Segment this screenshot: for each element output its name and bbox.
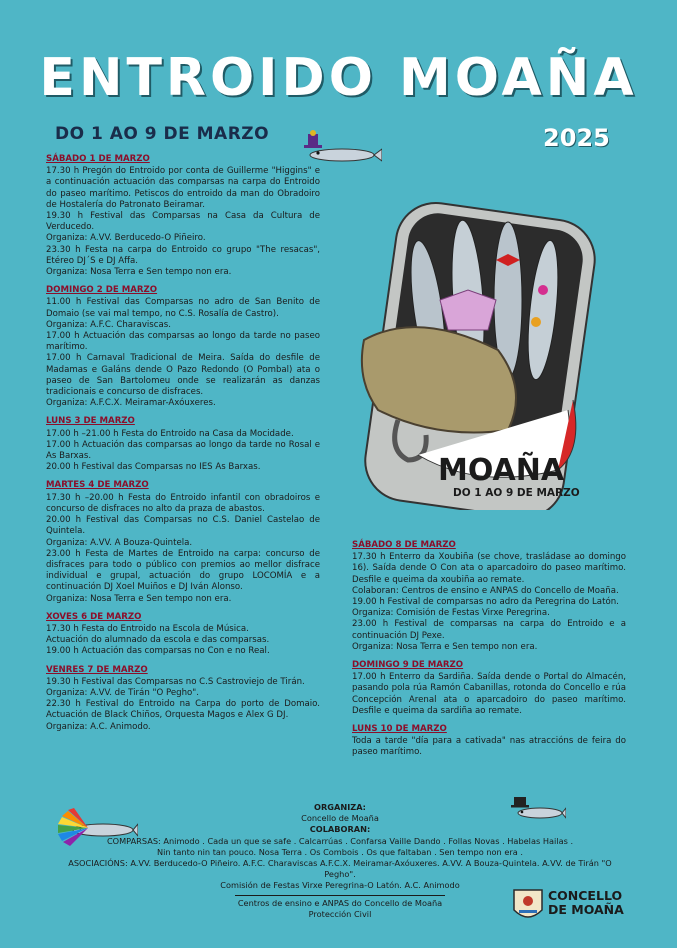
event-line: 17.30 h –20.00 h Festa do Entroido infantil con obradoiros e concurso de disfraces no alto da praza de abastos.: [46, 492, 320, 514]
event-line: 19.30 h Festival das Comparsas na Casa da Cultura de Verducedo.: [46, 211, 320, 233]
event-line: 17.00 h Actuación das comparsas ao longo da tarde no Rosal e As Barxas.: [46, 439, 320, 462]
event-line: Organiza: Nosa Terra e Sen tempo non era.: [46, 267, 232, 278]
event-line: 19.00 h Actuación das comparsas no Con e no Real.: [46, 646, 270, 657]
day-heading: SÁBADO 8 DE MARZO: [352, 540, 456, 550]
logo-line-1: CONCELLO: [548, 888, 623, 903]
day-heading: LUNS 3 DE MARZO: [46, 416, 135, 427]
asociacions-list: ASOCIACIÓNS: A.VV. Berducedo-O Piñeiro. A.F.C. Charaviscas A.F.C.X. Meiramar-Axóuxeres. A.VV. A Bouza-Quintela. A.VV. de Tirán "O Pegho".: [68, 858, 612, 880]
event-line: Actuación do alumnado da escola e das comparsas.: [46, 635, 270, 646]
event-line: 20.00 h Festival das Comparsas no C.S. Daniel Castelao de Quintela.: [46, 515, 320, 537]
event-line: Organiza: A.F.C. Charaviscas.: [46, 319, 171, 330]
day-section: [46, 154, 320, 278]
event-line: 17.00 h Enterro da Sardiña. Saída dende o Portal do Almacén, pasando pola rúa Ramón Cabanillas, rotonda do Concello e rúa Concepción Arenal ata o aparcadoiro do paseo marítimo. Desfile e queima da sardiña ao remate.: [352, 672, 626, 716]
event-line: Organiza: Comisión de Festas Virxe Peregrina.: [352, 608, 550, 619]
centros-line: Centros de ensino e ANPAS do Concello de Moaña: [237, 897, 443, 908]
event-line: Organiza: A.VV. Berducedo-O Piñeiro.: [46, 233, 206, 244]
organiza-label: ORGANIZA:: [314, 802, 366, 812]
day-heading: DOMINGO 2 DE MARZO: [46, 285, 158, 296]
event-line: 23.00 h Festa de Martes de Entroido na carpa: concurso de disfraces para todo o público con premios ao mellor disfrace individual e grupal, actuación do grupo LOCOMÍA e a continuación DJ Xoel Muiños e DJ Iván Alonso.: [46, 548, 320, 593]
day-section: [46, 612, 320, 658]
event-line: 17.00 h Actuación das comparsas ao longo da tarde no paseo marítimo.: [46, 331, 320, 353]
day-section: [352, 660, 626, 717]
event-line: 19.00 h Festival de comparsas no adro da Peregrina do Latón.: [352, 597, 619, 608]
event-line: 11.00 h Festival das Comparsas no adro de San Benito de Domaio (se vai mal tempo, no C.S. Rosalía de Castro).: [46, 297, 320, 319]
day-section: [352, 724, 626, 759]
event-line: Toda a tarde "día para a cativada" nas atraccións de feira do paseo marítimo.: [352, 736, 626, 758]
day-heading: LUNS 10 DE MARZO: [352, 724, 447, 735]
event-line: 17.30 h Enterro da Xoubiña (se chove, trasládase ao domingo 16). Saída dende O Con ata o aparcadoiro do paseo marítimo. Desfile e queima da xoubiña ao remate.: [352, 552, 626, 585]
event-line: 23.00 h Festival de comparsas na carpa do Entroido e a continuación DJ Pexe.: [352, 619, 626, 641]
schedule-right-column: [352, 540, 626, 766]
event-line: Colaboran: Centros de ensino e ANPAS do Concello de Moaña.: [352, 585, 619, 596]
concello-logo-text: [548, 889, 624, 917]
can-dates: DO 1 AO 9 DE MARZO: [453, 487, 580, 499]
day-heading: VENRES 7 DE MARZO: [46, 664, 148, 675]
comision-line: Comisión de Festas Virxe Peregrina-O Latón. A.C. Animodo: [220, 880, 460, 891]
event-line: Organiza: A.F.C.X. Meiramar-Axóuxeres.: [46, 398, 216, 409]
event-line: 17.00 h Carnaval Tradicional de Meira. Saída do desfile de Madamas e Galáns dende O Pazo Redondo (O Pombal) ata o paseo de San Bartolomeu onde se realizarán as danzas tradicionais e concurso de disfraces.: [46, 353, 320, 398]
day-heading: XOVES 6 DE MARZO: [46, 611, 142, 622]
poster-title: ENTROIDO MOAÑA: [39, 48, 638, 108]
can-label: MOAÑA: [438, 453, 565, 488]
divider: [235, 895, 445, 896]
event-line: Organiza: A.VV. de Tirán "O Pegho".: [46, 687, 199, 698]
comparsas-list: COMPARSAS: Animodo . Cada un que se safe . Calcarrúas . Confarsa Vaille Dando . Follas Novas . Habelas Hailas .: [106, 835, 574, 846]
event-dates: DO 1 AO 9 DE MARZO: [55, 124, 270, 144]
event-line: 20.00 h Festival das Comparsas no IES As Barxas.: [46, 462, 261, 473]
day-section: [352, 540, 626, 653]
event-line: Organiza: A.C. Animodo.: [46, 721, 151, 732]
event-line: Organiza: Nosa Terra e Sen tempo non era.: [46, 593, 232, 604]
day-section: [46, 480, 320, 604]
event-line: Organiza: Nosa Terra e Sen tempo non era.: [352, 641, 538, 652]
day-heading: MARTES 4 DE MARZO: [46, 480, 149, 491]
day-section: [46, 665, 320, 733]
event-line: Organiza: A.VV. A Bouza-Quintela.: [46, 537, 193, 548]
event-line: 23.30 h Festa na carpa do Entroido co grupo "The resacas", Etéreo DJ´S e DJ Affa.: [46, 244, 320, 266]
event-line: 17.30 h Festa do Entroido na Escola de Música.: [46, 623, 249, 634]
proteccion-line: Protección Civil: [308, 908, 372, 919]
day-section: [46, 416, 320, 473]
day-heading: DOMINGO 9 DE MARZO: [352, 660, 464, 671]
event-line: 22.30 h Festival do Entroido na Carpa do porto de Domaio. Actuación de Black Chiños, Orquesta Magos e Alex G DJ.: [46, 699, 320, 721]
comparsas-list-cont: Nin tanto nin tan pouco. Nosa Terra . Os Combois . Os que faltaban . Sen tempo non era .: [157, 846, 523, 857]
schedule-left-column: [46, 154, 320, 740]
event-line: 17.00 h –21.00 h Festa do Entroido na Casa da Mocidade.: [46, 428, 294, 439]
organiza-value: Concello de Moaña: [301, 813, 379, 824]
event-line: 19.30 h Festival das Comparsas no C.S Castroviejo de Tirán.: [46, 676, 305, 687]
event-line: 17.30 h Pregón do Entroido por conta de Guillerme "Higgins" e a continuación actuación das comparsas na carpa do Entroido do paseo marítimo. Petiscos do entroido da man do Obradoiro de Hostalería do Patronato Beiramar.: [46, 166, 320, 210]
day-heading: SÁBADO 1 DE MARZO: [46, 154, 150, 164]
logo-line-2: DE MOAÑA: [548, 902, 624, 917]
day-section: [46, 285, 320, 409]
event-year: 2025: [543, 124, 610, 152]
colaboran-label: COLABORAN:: [309, 824, 371, 835]
